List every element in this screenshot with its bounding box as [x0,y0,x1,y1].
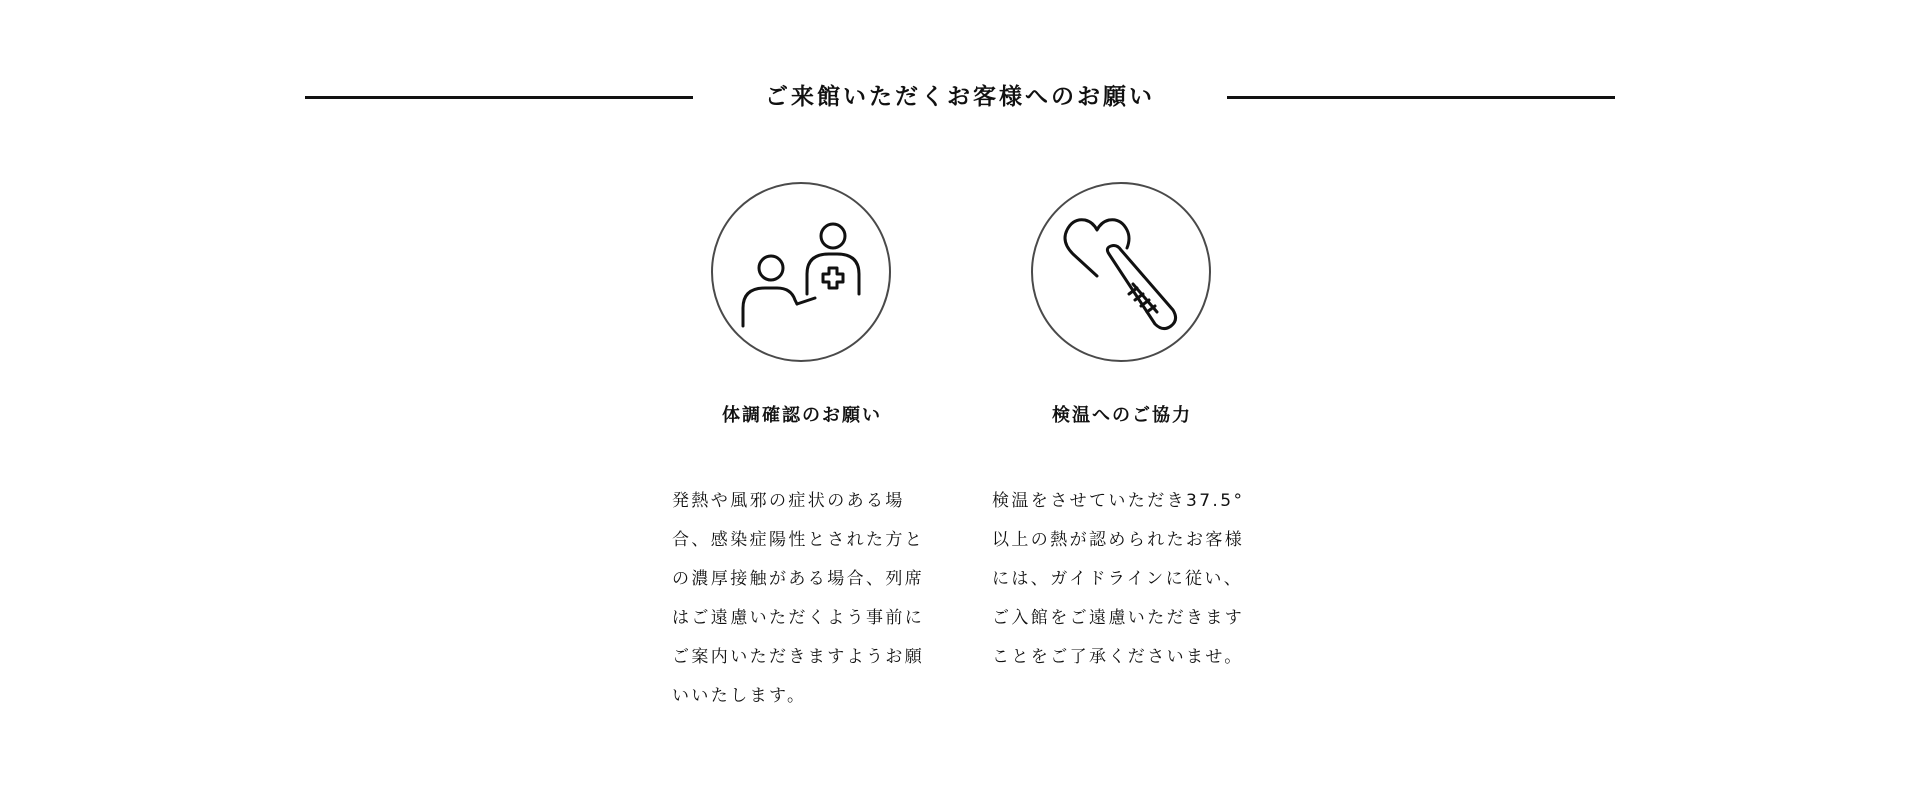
body-line: ご入館をご遠慮いただきます [992,608,1245,628]
person-with-doctor-icon [713,184,889,360]
icon-circle [711,182,891,362]
section-heading [305,72,1615,122]
body-line: ことをご了承くださいませ。 [992,647,1244,667]
body-line: はご遠慮いただくよう事前に [672,608,925,628]
body-line: いいたします。 [672,686,807,706]
heart-thermometer-icon [1033,184,1209,360]
card-title: 体調確認のお願い [722,405,882,426]
card-title: 検温へのご協力 [1052,405,1192,426]
body-line: には、ガイドラインに従い、 [992,569,1244,589]
card-body [992,482,1254,677]
body-line: ご案内いただきますようお願 [672,647,925,667]
icon-circle [1031,182,1211,362]
card-body [672,482,934,716]
body-line: 検温をさせていただき37.5° [992,491,1245,511]
body-line: 発熱や風邪の症状のある場 [672,491,905,511]
section-title: ご来館いただくお客様へのお願い [765,84,1155,110]
body-line: 合、感染症陽性とされた方と [672,530,925,550]
body-line: 以上の熱が認められたお客様 [992,530,1245,550]
heading-divider-right [1227,96,1615,99]
body-line: の濃厚接触がある場合、列席 [672,569,925,589]
